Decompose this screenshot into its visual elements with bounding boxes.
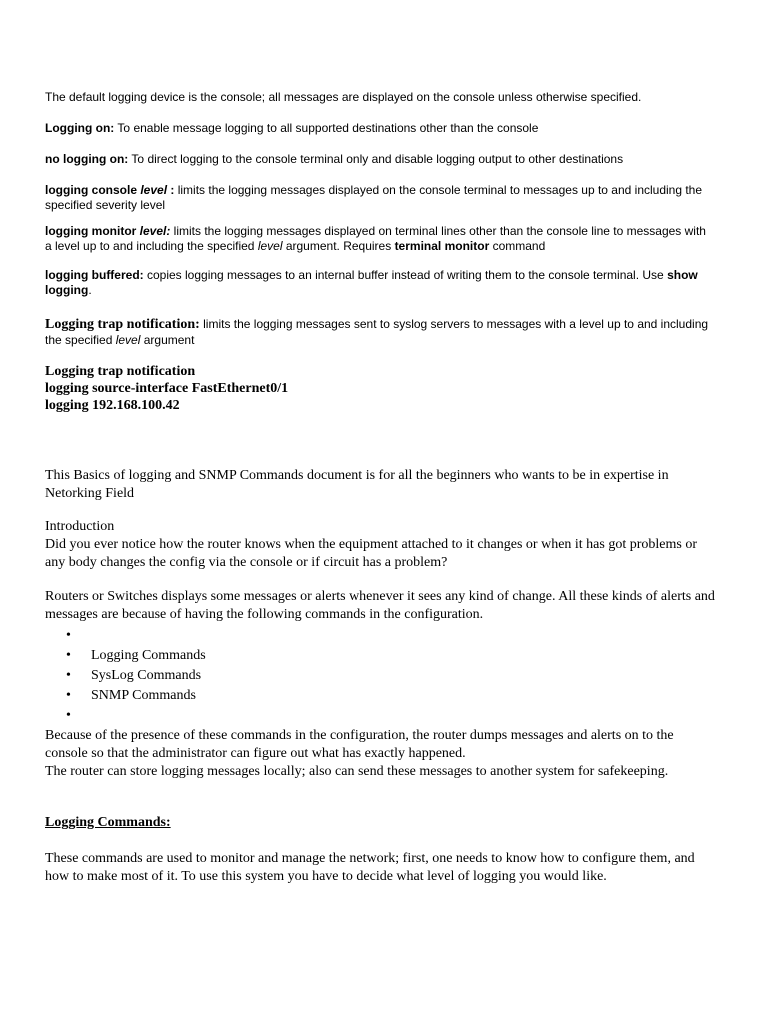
command-line: logging source-interface FastEthernet0/1 — [45, 381, 289, 396]
logging-on-text: Logging on: To enable message logging to all supported destinations other than the console — [45, 121, 539, 135]
list-item: • Logging Commands — [45, 646, 645, 666]
no-logging-on-text: no logging on: To direct logging to the console terminal only and disable logging output to other destinations — [45, 152, 624, 166]
routers-text: Routers or Switches displays some messages or alerts whenever it sees any kind of change. All these kinds of alerts and messages are because of having the following commands in the configuration. — [45, 589, 715, 622]
intro-line: This Basics of logging and SNMP Commands document is for all the beginners who wants to be in expertise in Netorking Field — [45, 468, 669, 501]
introduction-heading: Introduction — [45, 519, 115, 534]
list-item — [45, 706, 645, 726]
introduction-text: Did you ever notice how the router knows when the equipment attached to it changes or when it has got problems or any body changes the config via the console or if circuit has a problem? — [45, 537, 697, 570]
bullet-icon: • — [66, 628, 71, 643]
because-text: Because of the presence of these commands in the configuration, the router dumps messages and alerts on to the console so that the administrator can figure out what has exactly happened. — [45, 728, 674, 761]
because-section — [45, 727, 715, 781]
bullet-icon: • — [66, 648, 71, 663]
introduction-section — [45, 518, 715, 572]
bullet-icon: • — [66, 708, 71, 723]
logging-commands-text: These commands are used to monitor and manage the network; first, one needs to know how to configure them, and how to make most of it. To use this system you have to decide what level of logging you would like. — [45, 851, 695, 884]
logging-buffered-text: logging buffered: copies logging messages to an internal buffer instead of writing them to the console terminal. Use show logging. — [45, 268, 698, 297]
store-text: The router can store logging messages locally; also can send these messages to another system for safekeeping. — [45, 764, 669, 779]
default-logging-text: The default logging device is the console; all messages are displayed on the console unless otherwise specified. — [45, 90, 642, 104]
list-item: • SysLog Commands — [45, 666, 645, 686]
bullet-icon: • — [66, 688, 71, 703]
command-line: logging 192.168.100.42 — [45, 398, 180, 413]
logging-commands-heading: Logging Commands: — [45, 815, 171, 830]
logging-trap-text: Logging trap notification: limits the logging messages sent to syslog servers to messages with a level up to and including the specified level argument — [45, 317, 709, 347]
logging-monitor-text: logging monitor level: limits the logging messages displayed on terminal lines other than the console line to messages with a level up to and including the specified level argument. Requires terminal monitor command — [45, 224, 706, 253]
command-line: Logging trap notification — [45, 364, 196, 379]
list-item — [45, 626, 645, 646]
logging-console-text: logging console level : limits the logging messages displayed on the console terminal to messages up to and including the specified severity level — [45, 183, 703, 212]
command-block — [45, 363, 715, 414]
bullet-icon: • — [66, 668, 71, 683]
command-list — [45, 626, 645, 726]
list-item: • SNMP Commands — [45, 686, 645, 706]
